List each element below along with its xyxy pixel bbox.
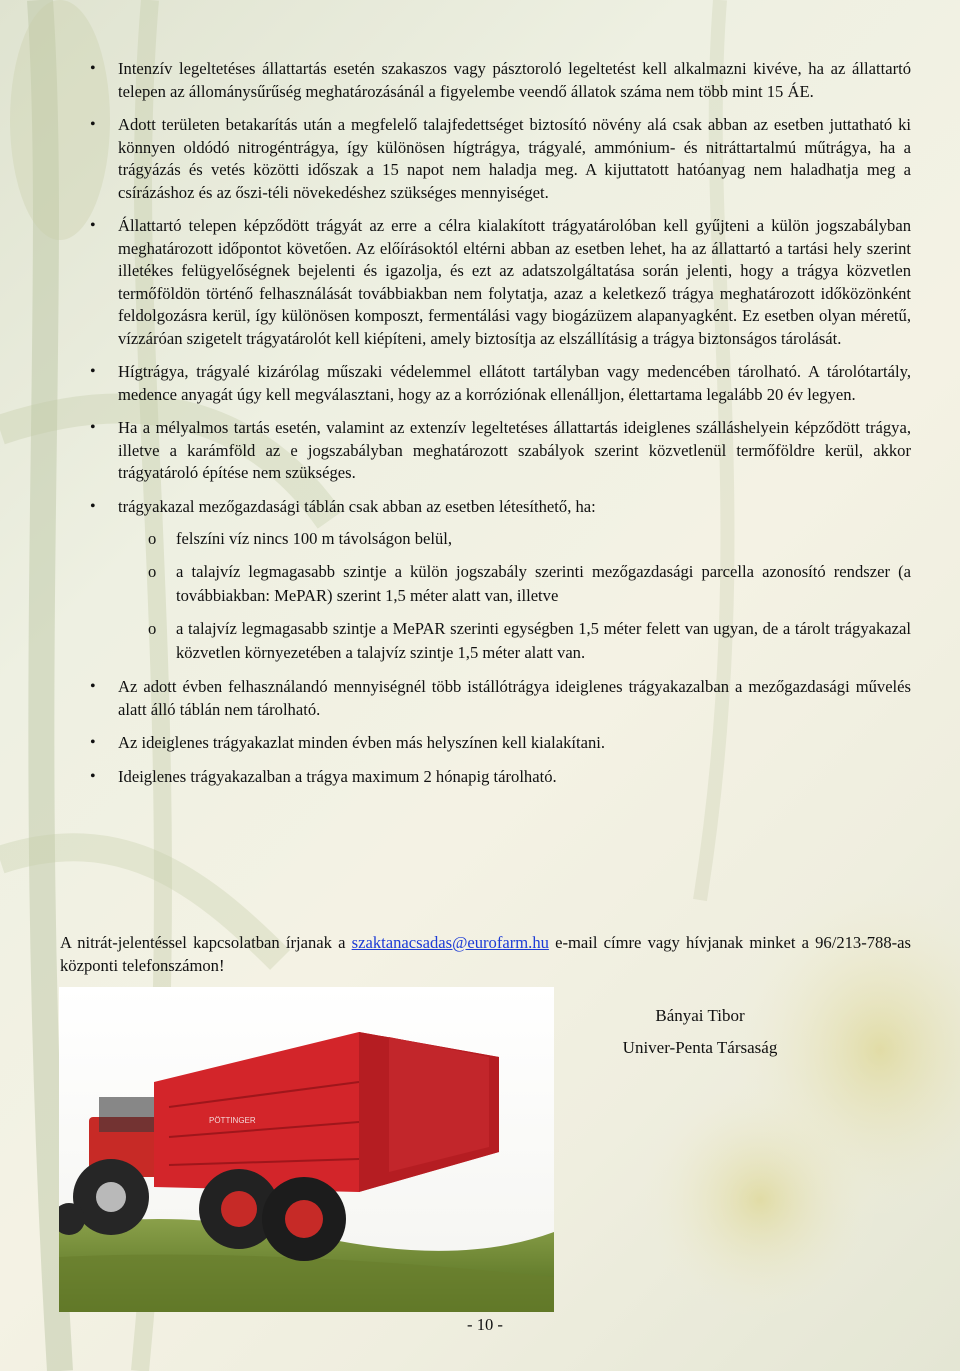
- sub-list-item: o a talajvíz legmagasabb szintje a MePAR szerinti egységben 1,5 méter felett van ugyan, de a tárolt trágyakazal közvetlen környezetében a talajvíz szintje 1,5 méter alatt van.: [148, 619, 911, 662]
- email-link[interactable]: szaktanacsadas@eurofarm.hu: [351, 932, 549, 952]
- sub-list-item: o a talajvíz legmagasabb szintje a külön jogszabály szerinti mezőgazdasági parcella azonosító rendszer (a továbbiakban: MePAR) szerint 1,5 méter alatt van, illetve: [148, 562, 911, 605]
- signature-company: Univer-Penta Társaság: [622, 1038, 778, 1057]
- list-item: • Ideiglenes trágyakazalban a trágya maximum 2 hónapig tárolható.: [60, 766, 911, 789]
- list-item: • Állattartó telepen képződött trágyát az erre a célra kialakított trágyatárolóban kell gyűjteni a külön jogszabályban meghatározott időpontot követően. Az előírásoktól eltérni abban az esetben lehet, ha az állattartó a tartási hely szerint illetékes felügyelőségnek bejelenti és igazolja, és ezt az adatszolgáltatása során jelenti, hogy a trágya közvetlen termőföldön történő felhasználását továbbiakban nem folytatja, azaz a keletkező trágya meghatározott időközönként feldolgozásra kerül, így különösen komposzt, fermentálási vagy biogázüzem alapanyagként. Ez esetben olyan méretű, vízzáróan szigetelt trágyatárolót kell kiépíteni, amely biztosítja az elszállításig a trágya biztonságos tárolását.: [90, 216, 911, 348]
- page-number: - 10 -: [467, 1315, 503, 1334]
- list-item: • Az ideiglenes trágyakazlat minden évben más helyszínen kell kialakítani.: [60, 732, 911, 755]
- bullet-icon: •: [90, 217, 96, 234]
- bullet-icon: •: [90, 767, 96, 785]
- list-item: • Adott területen betakarítás után a megfelelő talajfedettséget biztosító növény alá csak abban az esetben juttatható ki könnyen oldódó nitrogéntrágya, így különösen hígtrágya, trágyalé, ammónium- és nitráttartalmú műtrágya, ha a trágyázás és vetés közötti időszak a 15 napot nem haladja meg. A kijuttatott hatóanyag nem haladhatja meg a csírázáshoz és az őszi-téli növekedéshez szükséges mennyiséget.: [90, 115, 911, 202]
- sub-list-item: o felszíni víz nincs 100 m távolságon belül,: [118, 527, 911, 551]
- circle-bullet-icon: o: [148, 562, 157, 581]
- circle-bullet-icon: o: [148, 529, 157, 548]
- regulation-list: [60, 58, 911, 799]
- manure-spreader-photo: [59, 987, 554, 1312]
- bullet-icon: •: [90, 678, 96, 695]
- bullet-icon: •: [90, 116, 96, 133]
- bullet-icon: •: [90, 363, 96, 380]
- bullet-icon: •: [90, 734, 96, 751]
- list-item: • Hígtrágya, trágyalé kizárólag műszaki védelemmel ellátott tartályban vagy medencében tárolható. A tárolótartály, medence anyagát úgy kell megválasztani, hogy az a korróziónak ellenálljon, élettartama legalább 20 év legyen.: [90, 362, 911, 404]
- list-item: • Ha a mélyalmos tartás esetén, valamint az extenzív legeltetéses állattartás ideiglenes szálláshelyein képződött trágya, illetve a karámföld az e jogszabályban meghatározott szabályok szerint közvetlenül termőföldre kerül, akkor trágyatároló építése nem szükséges.: [90, 418, 911, 482]
- contact-paragraph: A nitrát-jelentéssel kapcsolatban írjanak a szaktanacsadas@eurofarm.hu e-mail címre vagy hívjanak minket a 96/213-788-as központi telefonszámon!: [60, 932, 911, 975]
- list-item: • Intenzív legeltetéses állattartás esetén szakaszos vagy pásztoroló legeltetést kell alkalmazni kivéve, ha az állattartó telepen az állománysűrűség meghatározásánál a figyelembe veendő állatok száma nem több mint 15 ÁE.: [90, 59, 911, 101]
- signature-name: Bányai Tibor: [655, 1006, 745, 1025]
- brand-label: PÖTTINGER: [209, 1116, 256, 1125]
- signature-block: [600, 1000, 800, 1064]
- sub-list: [118, 527, 911, 665]
- bullet-icon: •: [90, 497, 96, 515]
- bullet-icon: •: [90, 419, 96, 436]
- list-item: • Az adott évben felhasználandó mennyiségnél több istállótrágya ideiglenes trágyakazalban a mezőgazdasági művelés alatt álló táblán nem tárolható.: [90, 677, 911, 719]
- circle-bullet-icon: o: [148, 619, 157, 638]
- list-item: • trágyakazal mezőgazdasági táblán csak abban az esetben létesíthető, ha: o felszíni víz nincs 100 m távolságon belül, o a talajvíz legmagasabb szintje a külön jogszabály szerinti mezőgazdasági parcella azonosító rendszer (a továbbiakban: MePAR) szerint 1,5 méter alatt van, illetve o a talajvíz legmagasabb szintje a MePAR szerinti egységben 1,5 méter felett van ugyan, de a tárolt trágyakazal közvetlen környezetében a talajvíz szintje 1,5 méter alatt van.: [60, 496, 911, 666]
- bullet-icon: •: [90, 60, 96, 77]
